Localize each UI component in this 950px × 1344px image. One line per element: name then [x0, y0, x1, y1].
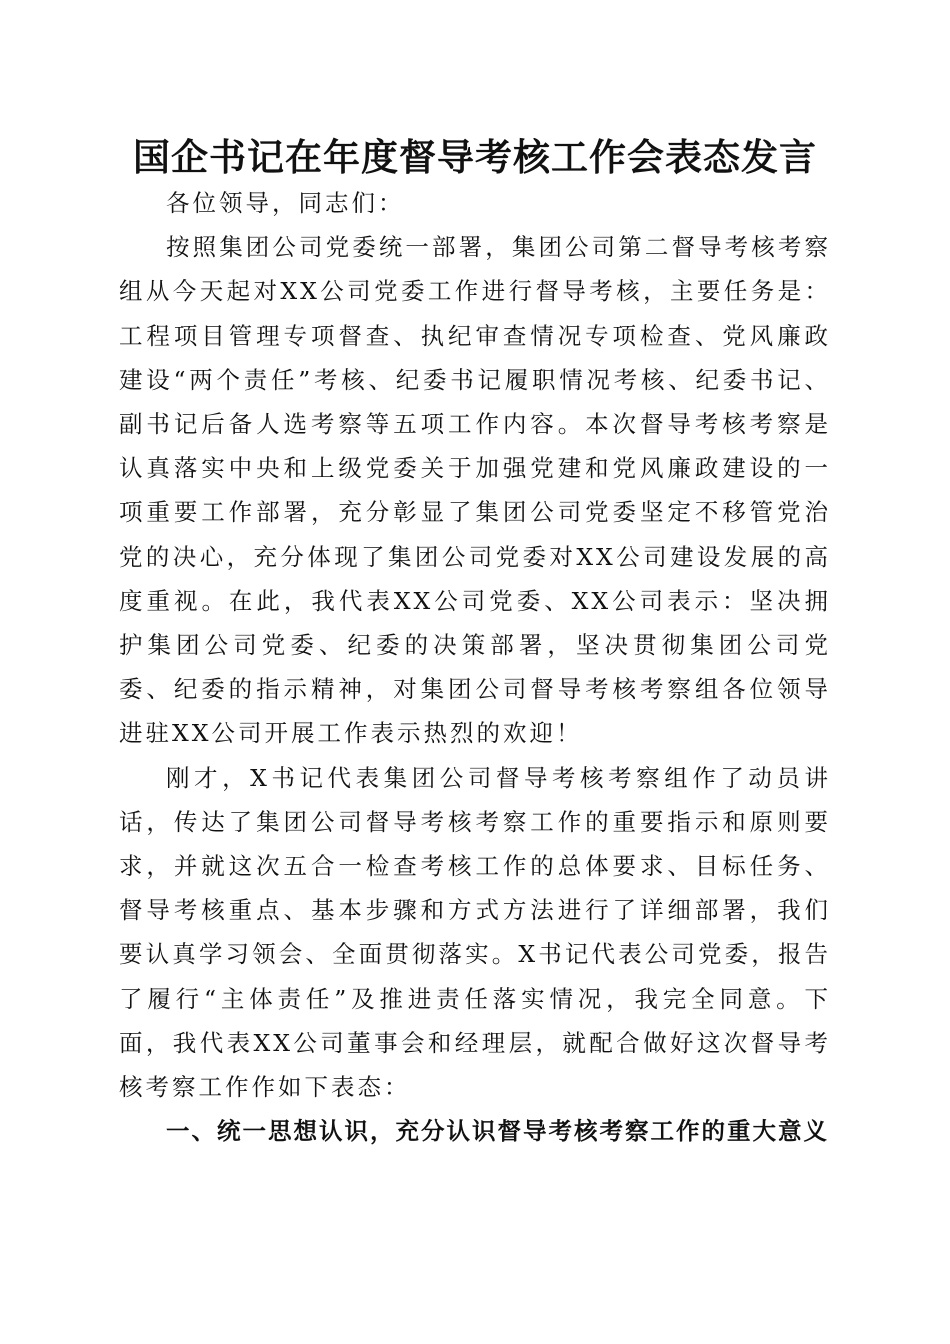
paragraph-1: 按照集团公司党委统一部署，集团公司第二督导考核考察组从今天起对XX公司党委工作进行督导考核，主要任务是：工程项目管理专项督查、执纪审查情况专项检查、党风廉政建设“两个责任”考核、纪委书记履职情况考核、纪委书记、副书记后备人选考察等五项工作内容。本次督导考核考察是认真落实中央和上级党委关于加强党建和党风廉政建设的一项重要工作部署，充分彰显了集团公司党委坚定不移管党治党的决心，充分体现了集团公司党委对XX公司建设发展的高度重视。在此，我代表XX公司党委、XX公司表示：坚决拥护集团公司党委、纪委的决策部署，坚决贯彻集团公司党委、纪委的指示精神，对集团公司督导考核考察组各位领导进驻XX公司开展工作表示热烈的欢迎！ [119, 233, 831, 748]
section-heading-1: 一、统一思想认识，充分认识督导考核考察工作的重大意义 [166, 1117, 829, 1146]
paragraph-2: 刚才，X书记代表集团公司督导考核考察组作了动员讲话，传达了集团公司督导考核考察工作的重要指示和原则要求，并就这次五合一检查考核工作的总体要求、目标任务、督导考核重点、基本步骤和方式方法进行了详细部署，我们要认真学习领会、全面贯彻落实。X书记代表公司党委，报告了履行“主体责任”及推进责任落实情况，我完全同意。下面，我代表XX公司董事会和经理层，就配合做好这次督导考核考察工作作如下表态： [119, 763, 831, 1102]
document-body [119, 181, 831, 1153]
document-title: 国企书记在年度督导考核工作会表态发言 [133, 135, 817, 179]
salutation: 各位领导，同志们： [166, 189, 405, 217]
